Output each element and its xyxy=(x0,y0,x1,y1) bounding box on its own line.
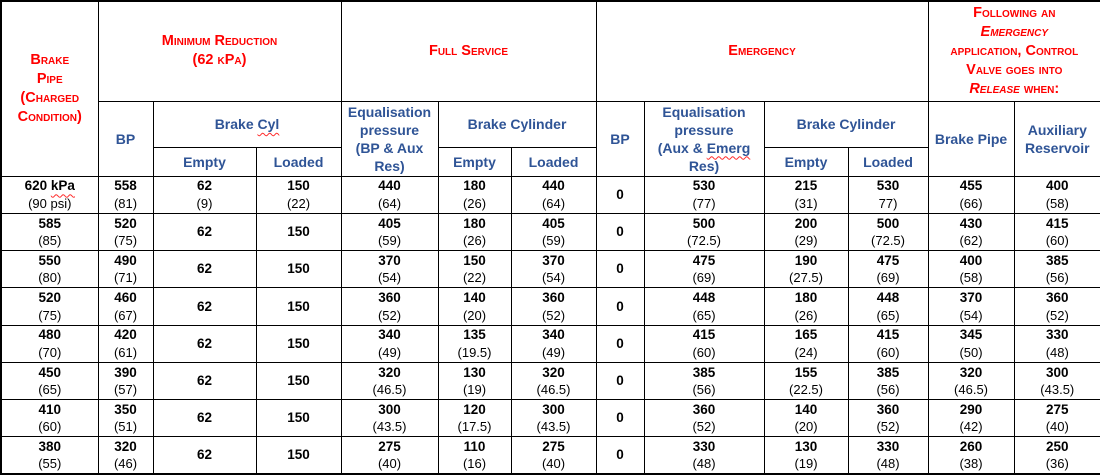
value-cell: 415 (60) xyxy=(644,325,764,362)
header-line xyxy=(647,139,762,157)
value-cell: 448 (65) xyxy=(848,288,928,325)
value-cell: 180 (26) xyxy=(764,288,848,325)
header-loaded-emergency: Loaded xyxy=(848,147,928,176)
value-cell: 62 xyxy=(153,251,256,288)
value-cell: 360 (52) xyxy=(848,400,928,437)
table-row xyxy=(1,213,1100,250)
value-cell: 0 xyxy=(596,176,644,213)
value-cell: 150 xyxy=(256,437,341,474)
misspelled-word: kPa xyxy=(50,178,75,194)
value-cell: 420 (61) xyxy=(98,325,153,362)
value-cell: 340 (49) xyxy=(511,325,596,362)
value-cell: 400 (58) xyxy=(1014,176,1100,213)
value-cell: 480 (70) xyxy=(1,325,98,362)
value-cell: 0 xyxy=(596,437,644,474)
value-cell: 300 (43.5) xyxy=(1014,362,1100,399)
value-cell: 62 (9) xyxy=(153,176,256,213)
value-cell: 180 (26) xyxy=(438,213,511,250)
value-cell: 62 xyxy=(153,288,256,325)
value-cell: 500 (72.5) xyxy=(848,213,928,250)
value-cell: 410 (60) xyxy=(1,400,98,437)
value-cell: 320 (46.5) xyxy=(341,362,438,399)
value-cell: 440 (64) xyxy=(341,176,438,213)
value-cell: 140 (20) xyxy=(438,288,511,325)
header-empty-min-reduction: Empty xyxy=(153,147,256,176)
value-cell: 275 (40) xyxy=(511,437,596,474)
header-line: Valve goes into xyxy=(966,61,1063,78)
header-line: (Charged xyxy=(20,89,80,106)
header-line: Brake xyxy=(30,51,70,68)
value-cell: 330 (48) xyxy=(848,437,928,474)
subheader-row xyxy=(1,101,1100,147)
value-cell: 130 (19) xyxy=(764,437,848,474)
header-line: Res) xyxy=(688,157,720,174)
value-cell: 450 (65) xyxy=(1,362,98,399)
value-cell: 62 xyxy=(153,362,256,399)
value-cell: 110 (16) xyxy=(438,437,511,474)
value-cell: 370 (54) xyxy=(511,251,596,288)
header-line: Equalisation xyxy=(662,103,746,120)
value-cell: 385 (56) xyxy=(1014,251,1100,288)
value-cell: 260 (38) xyxy=(928,437,1014,474)
value-cell: 0 xyxy=(596,288,644,325)
header-line: Following an xyxy=(973,4,1056,21)
table-body xyxy=(1,176,1100,474)
value-cell: 448 (65) xyxy=(644,288,764,325)
value-cell: 140 (20) xyxy=(764,400,848,437)
value-cell: 370 (54) xyxy=(341,251,438,288)
header-bp-min-reduction: BP xyxy=(98,101,153,176)
cyl-word-misspelled: Cyl xyxy=(257,116,280,132)
value-cell: 150 (22) xyxy=(438,251,511,288)
value-cell: 415 (60) xyxy=(1014,213,1100,250)
value-cell: 390 (57) xyxy=(98,362,153,399)
value-cell: 155 (22.5) xyxy=(764,362,848,399)
value-cell: 0 xyxy=(596,400,644,437)
value-cell: 320 (46.5) xyxy=(928,362,1014,399)
value-cell: 520 (75) xyxy=(98,213,153,250)
header-empty-emergency: Empty xyxy=(764,147,848,176)
value-cell: 405 (59) xyxy=(341,213,438,250)
value-cell: 320 (46.5) xyxy=(511,362,596,399)
value-cell: 405 (59) xyxy=(511,213,596,250)
group-header-row xyxy=(1,1,1100,101)
header-brake-cylinder-fs: Brake Cylinder xyxy=(438,101,596,147)
value-cell: 62 xyxy=(153,400,256,437)
value-cell: 150 xyxy=(256,362,341,399)
value-cell: 62 xyxy=(153,213,256,250)
value-cell: 150 xyxy=(256,288,341,325)
value-cell: 275 (40) xyxy=(341,437,438,474)
value-cell: 150 xyxy=(256,400,341,437)
header-brake-cylinder-emergency: Brake Cylinder xyxy=(764,101,928,147)
value-cell: 558 (81) xyxy=(98,176,153,213)
value-cell: 165 (24) xyxy=(764,325,848,362)
value-cell: 200 (29) xyxy=(764,213,848,250)
release-word: Release xyxy=(969,80,1020,97)
value-cell: 360 (52) xyxy=(341,288,438,325)
header-following-emergency-release xyxy=(928,1,1100,101)
value-cell: 330 (48) xyxy=(644,437,764,474)
value-cell: 250 (36) xyxy=(1014,437,1100,474)
header-loaded-min-reduction: Loaded xyxy=(256,147,341,176)
value-cell: 62 xyxy=(153,325,256,362)
header-bp-emergency: BP xyxy=(596,101,644,176)
table-row xyxy=(1,400,1100,437)
header-line: Minimum Reduction xyxy=(161,33,278,50)
value-cell: 150 xyxy=(256,325,341,362)
value-cell: 500 (72.5) xyxy=(644,213,764,250)
header-empty-full-service: Empty xyxy=(438,147,511,176)
table-row xyxy=(1,176,1100,213)
header-brake-pipe-charged-condition xyxy=(1,1,98,176)
header-minimum-reduction xyxy=(98,1,341,101)
value-cell: 360 (52) xyxy=(511,288,596,325)
table-row xyxy=(1,325,1100,362)
aux-and-word: (Aux & xyxy=(657,139,707,156)
header-line: Res) xyxy=(374,157,405,174)
value-cell: 520 (75) xyxy=(1,288,98,325)
value-cell: 440 (64) xyxy=(511,176,596,213)
value-cell: 550 (80) xyxy=(1,251,98,288)
header-equalisation-pressure-emergency xyxy=(644,101,764,176)
value-cell: 120 (17.5) xyxy=(438,400,511,437)
value-cell: 300 (43.5) xyxy=(341,400,438,437)
value-cell: 0 xyxy=(596,362,644,399)
value-cell: 460 (67) xyxy=(98,288,153,325)
table-row xyxy=(1,288,1100,325)
value-cell: 370 (54) xyxy=(928,288,1014,325)
value-cell: 350 (51) xyxy=(98,400,153,437)
value-cell: 150 (22) xyxy=(256,176,341,213)
value-cell: 215 (31) xyxy=(764,176,848,213)
table-row xyxy=(1,437,1100,474)
header-line: pressure xyxy=(359,121,420,138)
value-cell: 585 (85) xyxy=(1,213,98,250)
value-cell: 415 (60) xyxy=(848,325,928,362)
header-emergency: Emergency xyxy=(596,1,928,101)
value-cell: 320 (46) xyxy=(98,437,153,474)
value-cell: 620 kPa (90 psi) xyxy=(1,176,98,213)
value-cell: 135 (19.5) xyxy=(438,325,511,362)
value-cell: 340 (49) xyxy=(341,325,438,362)
value-cell: 0 xyxy=(596,325,644,362)
header-line: application, Control xyxy=(950,42,1079,59)
value-cell: 455 (66) xyxy=(928,176,1014,213)
value-cell: 180 (26) xyxy=(438,176,511,213)
value-cell: 530 (77) xyxy=(644,176,764,213)
value-cell: 0 xyxy=(596,251,644,288)
value-cell: 430 (62) xyxy=(928,213,1014,250)
header-full-service: Full Service xyxy=(341,1,596,101)
value-cell: 150 xyxy=(256,213,341,250)
value-cell: 475 (69) xyxy=(644,251,764,288)
header-line: pressure xyxy=(674,121,734,138)
value-cell: 530 77) xyxy=(848,176,928,213)
value-cell: 300 (43.5) xyxy=(511,400,596,437)
value-cell: 330 (48) xyxy=(1014,325,1100,362)
emerg-word-misspelled: Emerg xyxy=(706,139,751,156)
table-row xyxy=(1,362,1100,399)
header-line: Pipe xyxy=(36,70,63,87)
header-line: Condition) xyxy=(17,108,82,125)
header-line: Equalisation xyxy=(347,103,432,120)
value-cell: 275 (40) xyxy=(1014,400,1100,437)
value-cell: 130 (19) xyxy=(438,362,511,399)
header-line xyxy=(931,80,1099,99)
value-cell: 400 (58) xyxy=(928,251,1014,288)
value-cell: 385 (56) xyxy=(848,362,928,399)
when-word: when: xyxy=(1019,80,1060,97)
value-cell: 62 xyxy=(153,437,256,474)
header-line-italic: Emergency xyxy=(980,23,1049,40)
header-line: (62 kPa) xyxy=(192,52,247,69)
value-cell: 380 (55) xyxy=(1,437,98,474)
header-line: Auxiliary Reservoir xyxy=(1024,121,1090,156)
value-cell: 190 (27.5) xyxy=(764,251,848,288)
value-cell: 345 (50) xyxy=(928,325,1014,362)
value-cell: 490 (71) xyxy=(98,251,153,288)
brake-word: Brake xyxy=(214,116,258,132)
header-brake-pipe-release: Brake Pipe xyxy=(928,101,1014,176)
value-cell: 290 (42) xyxy=(928,400,1014,437)
value-cell: 475 (69) xyxy=(848,251,928,288)
value-cell: 360 (52) xyxy=(644,400,764,437)
value-cell: 0 xyxy=(596,213,644,250)
header-line: (BP & Aux xyxy=(355,139,424,156)
header-equalisation-pressure-fs xyxy=(341,101,438,176)
value-cell: 360 (52) xyxy=(1014,288,1100,325)
header-loaded-full-service: Loaded xyxy=(511,147,596,176)
header-auxiliary-reservoir xyxy=(1014,101,1100,176)
value-cell: 385 (56) xyxy=(644,362,764,399)
header-brake-cyl xyxy=(153,101,341,147)
value-cell: 150 xyxy=(256,251,341,288)
table-row xyxy=(1,251,1100,288)
